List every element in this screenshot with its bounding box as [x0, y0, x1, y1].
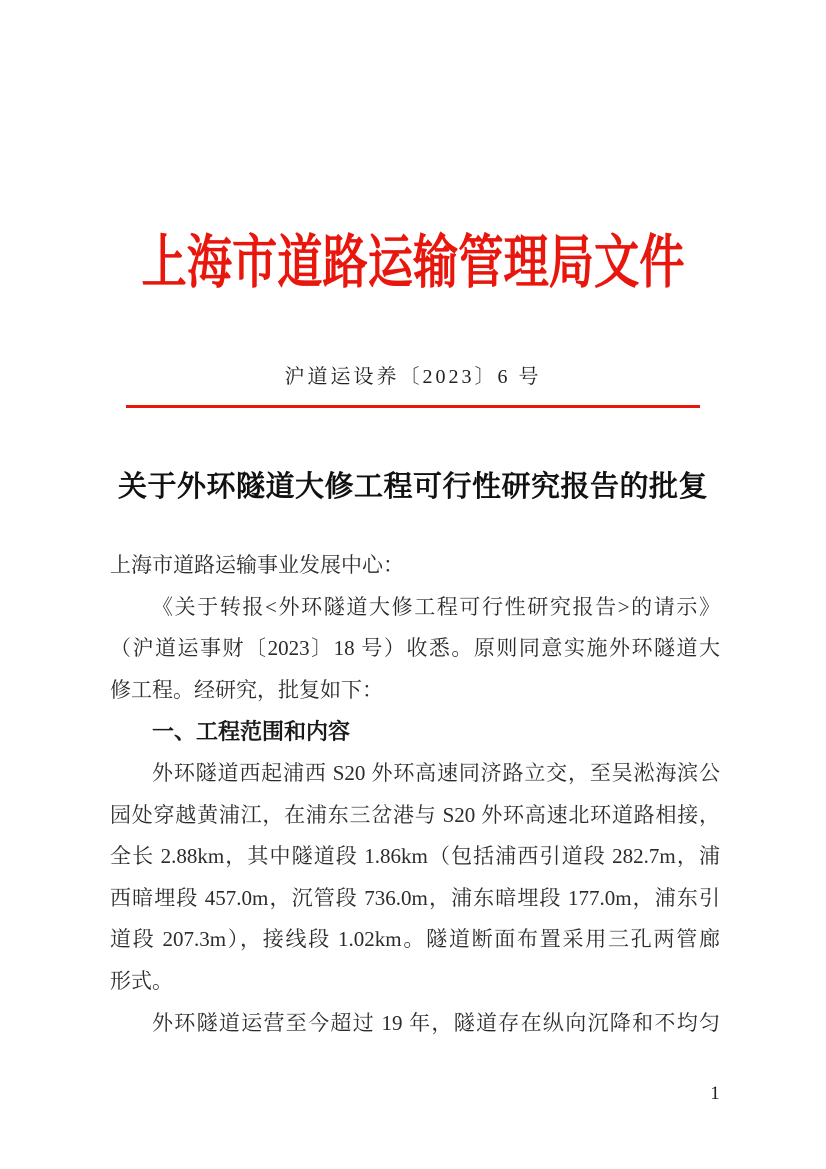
document-title: 关于外环隧道大修工程可行性研究报告的批复: [117, 471, 708, 503]
document-number: 沪道运设养〔2023〕6 号: [284, 366, 542, 388]
letterhead-title-text: 上海市道路运输管理局文件: [141, 230, 685, 295]
body-line: 外环隧道运营至今超过 19 年，隧道存在纵向沉降和不均匀: [152, 1010, 720, 1035]
body-line: 西暗埋段 457.0m，沉管段 736.0m，浦东暗埋段 177.0m，浦东引: [110, 885, 720, 910]
body-line: 形式。: [110, 968, 173, 993]
body-line: 园处穿越黄浦江，在浦东三岔港与 S20 外环高速北环道路相接，: [110, 802, 720, 827]
document-body: [110, 545, 720, 1044]
body-line: 道段 207.3m），接线段 1.02km。隧道断面布置采用三孔两管廊: [110, 927, 720, 952]
letterhead-title: [0, 226, 826, 300]
body-line: 全长 2.88km，其中隧道段 1.86km（包括浦西引道段 282.7m，浦: [110, 844, 720, 869]
body-line: 《关于转报<外环隧道大修工程可行性研究报告>的请示》: [152, 594, 720, 619]
recipient-line: 上海市道路运输事业发展中心：: [110, 553, 404, 577]
body-line: （沪道运事财〔2023〕18 号）收悉。原则同意实施外环隧道大: [110, 636, 720, 661]
body-line: 外环隧道西起浦西 S20 外环高速同济路立交，至吴淞海滨公: [152, 760, 720, 785]
letterhead-divider: [126, 405, 700, 408]
section-heading: 一、工程范围和内容: [152, 719, 351, 745]
page-number: 1: [710, 1083, 720, 1104]
body-line: 修工程。经研究，批复如下：: [110, 677, 383, 702]
